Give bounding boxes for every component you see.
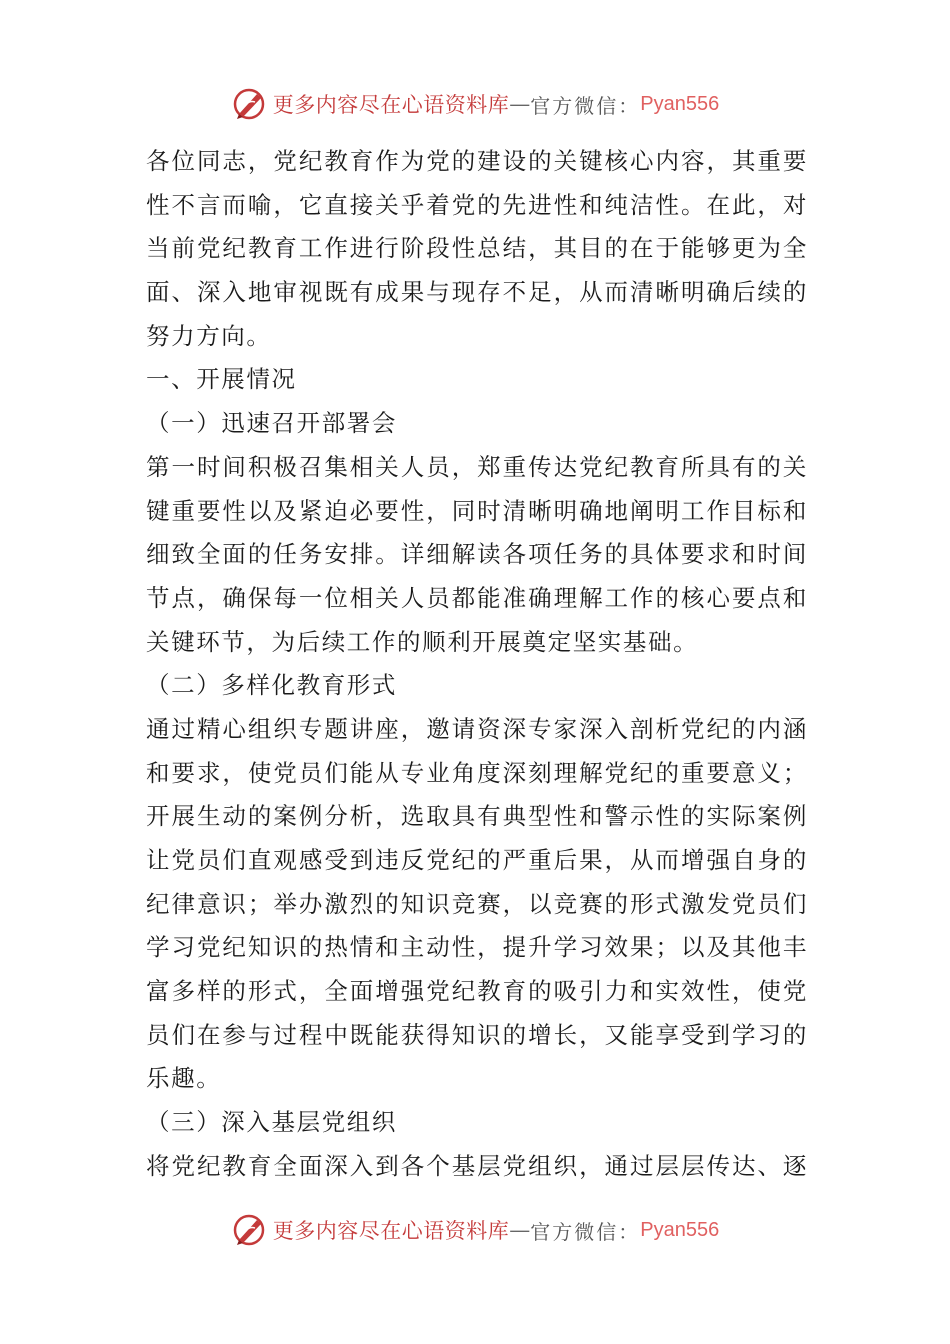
subsection-heading: （一）迅速召开部署会 (146, 409, 397, 438)
text-line: 员们在参与过程中既能获得知识的增长，又能享受到学习的 (146, 1020, 808, 1049)
text-line: 关键环节，为后续工作的顺利开展奠定坚实基础。 (146, 627, 699, 656)
subsection-heading: （二）多样化教育形式 (146, 671, 397, 700)
text-line: 当前党纪教育工作进行阶段性总结，其目的在于能够更为全 (146, 234, 808, 263)
watermark-banner-bottom (0, 1210, 950, 1250)
text-line: 纪律意识；举办激烈的知识竞赛，以竞赛的形式激发党员们 (146, 889, 808, 918)
text-line: 各位同志，党纪教育作为党的建设的关键核心内容，其重要 (146, 147, 808, 175)
watermark-label: 官方微信： (530, 1219, 641, 1244)
document-body (146, 140, 808, 1189)
text-line: 学习党纪知识的热情和主动性，提升学习效果；以及其他丰 (146, 933, 808, 962)
text-line: 开展生动的案例分析，选取具有典型性和警示性的实际案例 (146, 802, 808, 831)
watermark-dash: — (509, 1218, 531, 1242)
paragraph-deployment (146, 446, 808, 664)
text-line: 富多样的形式，全面增强党纪教育的吸引力和实效性，使党 (146, 977, 808, 1006)
pen-logo-icon (231, 1212, 267, 1248)
paragraph-intro (146, 140, 808, 358)
text-line: 面、深入地审视既有成果与现存不足，从而清晰明确后续的 (146, 278, 808, 307)
text-line: 乐趣。 (146, 1064, 222, 1093)
watermark-id: Pyan556 (640, 1218, 720, 1241)
subsection-heading: （三）深入基层党组织 (146, 1108, 397, 1137)
watermark-id: Pyan556 (640, 92, 720, 115)
watermark-label: 官方微信： (530, 93, 641, 118)
text-line: 通过精心组织专题讲座，邀请资深专家深入剖析党纪的内涵 (146, 714, 808, 743)
text-line: 细致全面的任务安排。详细解读各项任务的具体要求和时间 (146, 540, 808, 569)
text-line: 性不言而喻，它直接关乎着党的先进性和纯洁性。在此，对 (146, 190, 808, 219)
watermark-banner-top (0, 84, 950, 124)
text-line: 节点，确保每一位相关人员都能准确理解工作的核心要点和 (146, 583, 808, 612)
paragraph-grassroots (146, 1145, 808, 1189)
section-heading: 一、开展情况 (146, 365, 297, 394)
text-line: 键重要性以及紧迫必要性，同时清晰明确地阐明工作目标和 (146, 496, 808, 525)
watermark-dash: — (509, 92, 531, 116)
pen-logo-icon (231, 86, 267, 122)
text-line: 努力方向。 (146, 321, 272, 350)
text-line: 让党员们直观感受到违反党纪的严重后果，从而增强自身的 (146, 846, 808, 874)
text-line: 第一时间积极召集相关人员，郑重传达党纪教育所具有的关 (146, 452, 808, 481)
watermark-site-text: 更多内容尽在心语资料库 (272, 93, 510, 117)
watermark-site-text: 更多内容尽在心语资料库 (272, 1219, 510, 1243)
paragraph-education-forms (146, 708, 808, 1101)
text-line: 将党纪教育全面深入到各个基层党组织，通过层层传达、逐 (146, 1151, 808, 1180)
text-line: 和要求，使党员们能从专业角度深刻理解党纪的重要意义； (146, 758, 808, 787)
